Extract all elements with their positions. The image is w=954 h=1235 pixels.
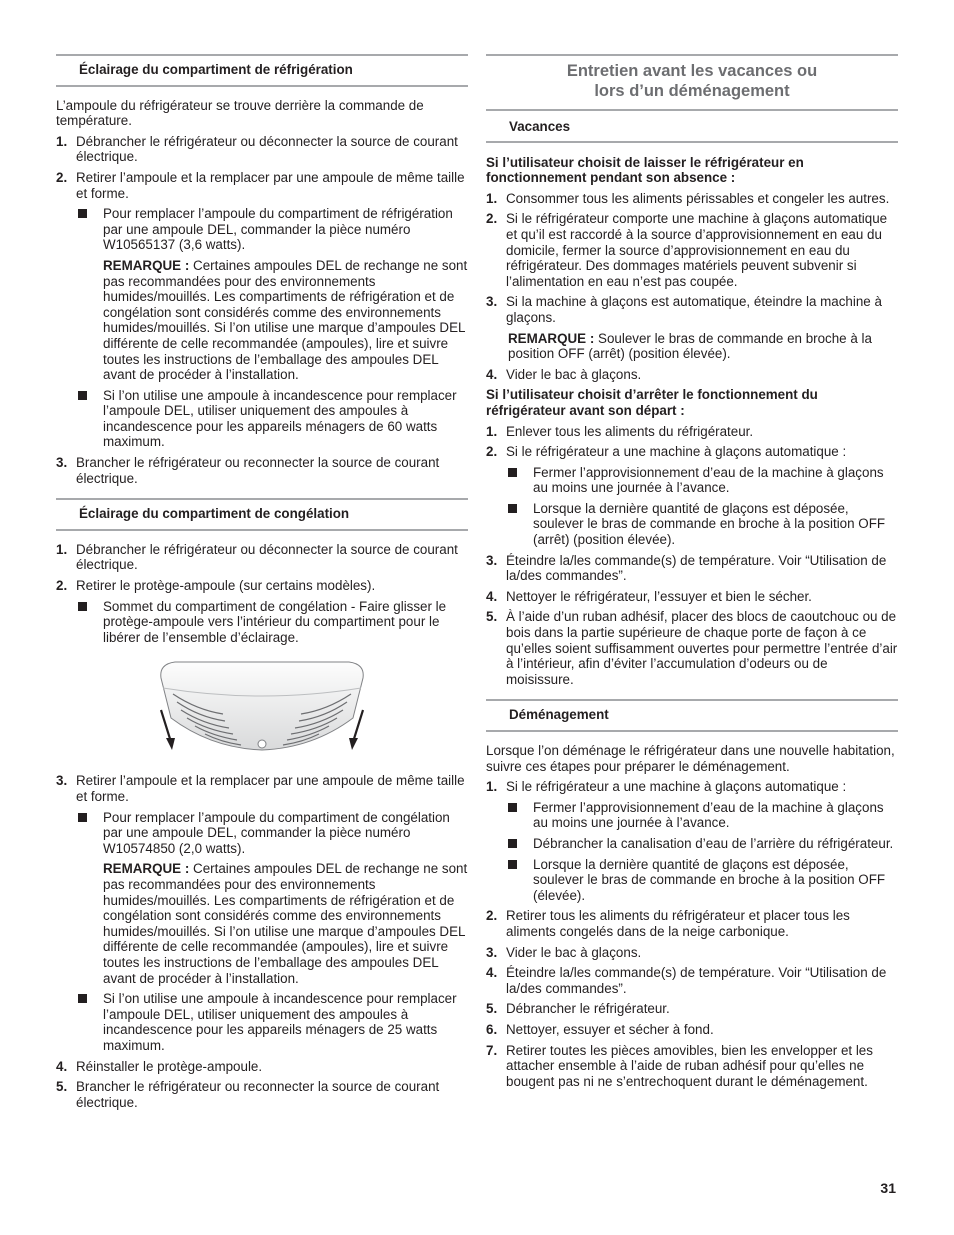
square-bullet-icon <box>508 468 517 477</box>
step: 1. Consommer tous les aliments périssables et congeler les autres. <box>486 190 890 206</box>
square-bullet-icon <box>78 813 87 822</box>
step: 3. Brancher le réfrigérateur ou reconnecter la source de courant électrique. <box>56 455 440 486</box>
light-shield-illustration <box>153 660 371 754</box>
bullet-item: Débrancher la canalisation d’eau de l’arrière du réfrigérateur. <box>486 836 898 852</box>
step: 2. Si le réfrigérateur comporte une machine à glaçons automatique et qu’il est raccordé à la source d’approvisionnement en eau du domicile, fermer la source d’approvisionnement en eau du réfrigérateur. Des dommages matériels peuvent subvenir si l’alimentation en eau n’est pas coupée. <box>486 211 888 289</box>
section-heading-freezer-light: Éclairage du compartiment de congélation <box>56 498 468 531</box>
note: REMARQUE : Soulever le bras de commande en broche à la position OFF (arrêt) (position élevée). <box>508 330 872 362</box>
step: 6. Nettoyer, essuyer et sécher à fond. <box>486 1021 714 1037</box>
bullet-item: Lorsque la dernière quantité de glaçons est déposée, soulever le bras de commande en broche à la position OFF (élevée). <box>486 857 898 904</box>
bullet-item: Pour remplacer l’ampoule du compartiment de réfrigération par une ampoule DEL, commander la pièce numéro W10565137 (3,6 watts). <box>56 206 468 253</box>
step: 5. À l’aide d’un ruban adhésif, placer des blocs de caoutchouc ou de bois dans la partie supérieure de chaque porte de façon à ce qu’elles soient suffisamment ouvertes pour permettre l’entrée d’air à l’intérieur, afin d’éviter l’accumulation d’odeurs ou de moisissure. <box>486 609 898 687</box>
square-bullet-icon <box>78 602 87 611</box>
page-number: 31 <box>880 1180 896 1196</box>
bullet-item: Si l’on utilise une ampoule à incandescence pour remplacer l’ampoule DEL, utiliser uniquement des ampoules à incandescence pour les appareils ménagers de 60 watts maximum. <box>56 388 468 450</box>
intro-text: Lorsque l’on déménage le réfrigérateur dans une nouvelle habitation, suivre ces étapes pour préparer le déménagement. <box>486 743 895 774</box>
bullet-item: Fermer l’approvisionnement d’eau de la machine à glaçons au moins une journée à l’avance. <box>486 465 898 496</box>
square-bullet-icon <box>508 803 517 812</box>
step: 2. Retirer le protège-ampoule (sur certains modèles). <box>56 578 376 594</box>
bullet-item: Si l’on utilise une ampoule à incandescence pour remplacer l’ampoule DEL, utiliser uniquement des ampoules à incandescence pour les appareils ménagers de 25 watts maximum. <box>56 991 468 1053</box>
note: REMARQUE : Certaines ampoules DEL de rechange ne sont pas recommandées pour des environnements humides/mouillés. Les compartiments de réfrigération et de congélation sont considérés comme des environnements humides/mouillés. Si l’on utilise une marque d’ampoules DEL différente de celle recommandée (ampoules), lire et suivre toutes les instructions de l’emballage des ampoules DEL avant de procéder à l’installation. <box>103 861 468 986</box>
square-bullet-icon <box>508 839 517 848</box>
bullet-item: Pour remplacer l’ampoule du compartiment de congélation par une ampoule DEL, commander la pièce numéro W10574850 (2,0 watts). <box>56 810 468 857</box>
step: 4. Éteindre la/les commande(s) de température. Voir “Utilisation de la/des commandes”. <box>486 965 887 996</box>
lead-text: Si l’utilisateur choisit de laisser le réfrigérateur en fonctionnement pendant son absence : <box>486 154 804 186</box>
step: 5. Brancher le réfrigérateur ou reconnecter la source de courant électrique. <box>56 1079 440 1110</box>
square-bullet-icon <box>508 860 517 869</box>
section-heading-refrigeration-light: Éclairage du compartiment de réfrigération <box>56 54 468 87</box>
lead-text: Si l’utilisateur choisit d’arrêter le fonctionnement du réfrigérateur avant son départ : <box>486 387 818 418</box>
step: 1. Enlever tous les aliments du réfrigérateur. <box>486 423 754 439</box>
square-bullet-icon <box>78 994 87 1003</box>
bullet-item: Sommet du compartiment de congélation - Faire glisser le protège-ampoule vers l’intérieur du compartiment pour le libérer de l’ensemble d’éclairage. <box>56 599 468 646</box>
bullet-item: Fermer l’approvisionnement d’eau de la machine à glaçons au moins une journée à l’avance. <box>486 800 898 831</box>
step: 1. Débrancher le réfrigérateur ou déconnecter la source de courant électrique. <box>56 541 458 573</box>
left-column <box>56 54 468 1115</box>
square-bullet-icon <box>78 209 87 218</box>
step: 4. Vider le bac à glaçons. <box>486 366 642 382</box>
step: 3. Vider le bac à glaçons. <box>486 944 642 960</box>
step: 2. Retirer tous les aliments du réfrigérateur et placer tous les aliments congelés dans de la neige carbonique. <box>486 908 850 939</box>
square-bullet-icon <box>508 504 517 513</box>
step: 1. Débrancher le réfrigérateur ou déconnecter la source de courant électrique. <box>56 133 458 165</box>
step: 3. Retirer l’ampoule et la remplacer par une ampoule de même taille et forme. <box>56 773 465 804</box>
square-bullet-icon <box>78 391 87 400</box>
step: 7. Retirer toutes les pièces amovibles, bien les envelopper et les attacher ensemble à l’aide de ruban adhésif pour qu’elles ne bougent pas ni ne s’entrechoquent durant le déménagement. <box>486 1042 873 1089</box>
page-section-title: Entretien avant les vacances ou lors d’un déménagement <box>486 54 898 109</box>
step: 3. Si la machine à glaçons est automatique, éteindre la machine à glaçons. <box>486 294 882 325</box>
section-heading-vacation: Vacances <box>486 109 898 143</box>
step: 3. Éteindre la/les commande(s) de température. Voir “Utilisation de la/des commandes”. <box>486 552 887 584</box>
step: 2. Si le réfrigérateur a une machine à glaçons automatique : <box>486 444 847 460</box>
step: 5. Débrancher le réfrigérateur. <box>486 1001 670 1017</box>
step: 4. Réinstaller le protège-ampoule. <box>56 1058 263 1074</box>
section-heading-moving: Déménagement <box>486 699 898 732</box>
step: 2. Retirer l’ampoule et la remplacer par une ampoule de même taille et forme. <box>56 169 465 201</box>
bullet-item: Lorsque la dernière quantité de glaçons est déposée, soulever le bras de commande en broche à la position OFF (arrêt) (position élevée). <box>486 501 898 548</box>
intro-text: L’ampoule du réfrigérateur se trouve derrière la commande de température. <box>56 97 424 129</box>
right-column <box>486 54 898 1094</box>
step: 4. Nettoyer le réfrigérateur, l’essuyer et bien le sécher. <box>486 588 812 604</box>
note: REMARQUE : Certaines ampoules DEL de rechange ne sont pas recommandées pour des environnements humides/mouillés. Les compartiments de réfrigération et de congélation sont considérés comme des environnements humides/mouillés. Si l’on utilise une marque d’ampoules DEL différente de celle recommandée (ampoules), lire et suivre toutes les instructions de l’emballage des ampoules DEL avant de procéder à l’installation. <box>103 257 468 383</box>
step: 1. Si le réfrigérateur a une machine à glaçons automatique : <box>486 779 847 795</box>
